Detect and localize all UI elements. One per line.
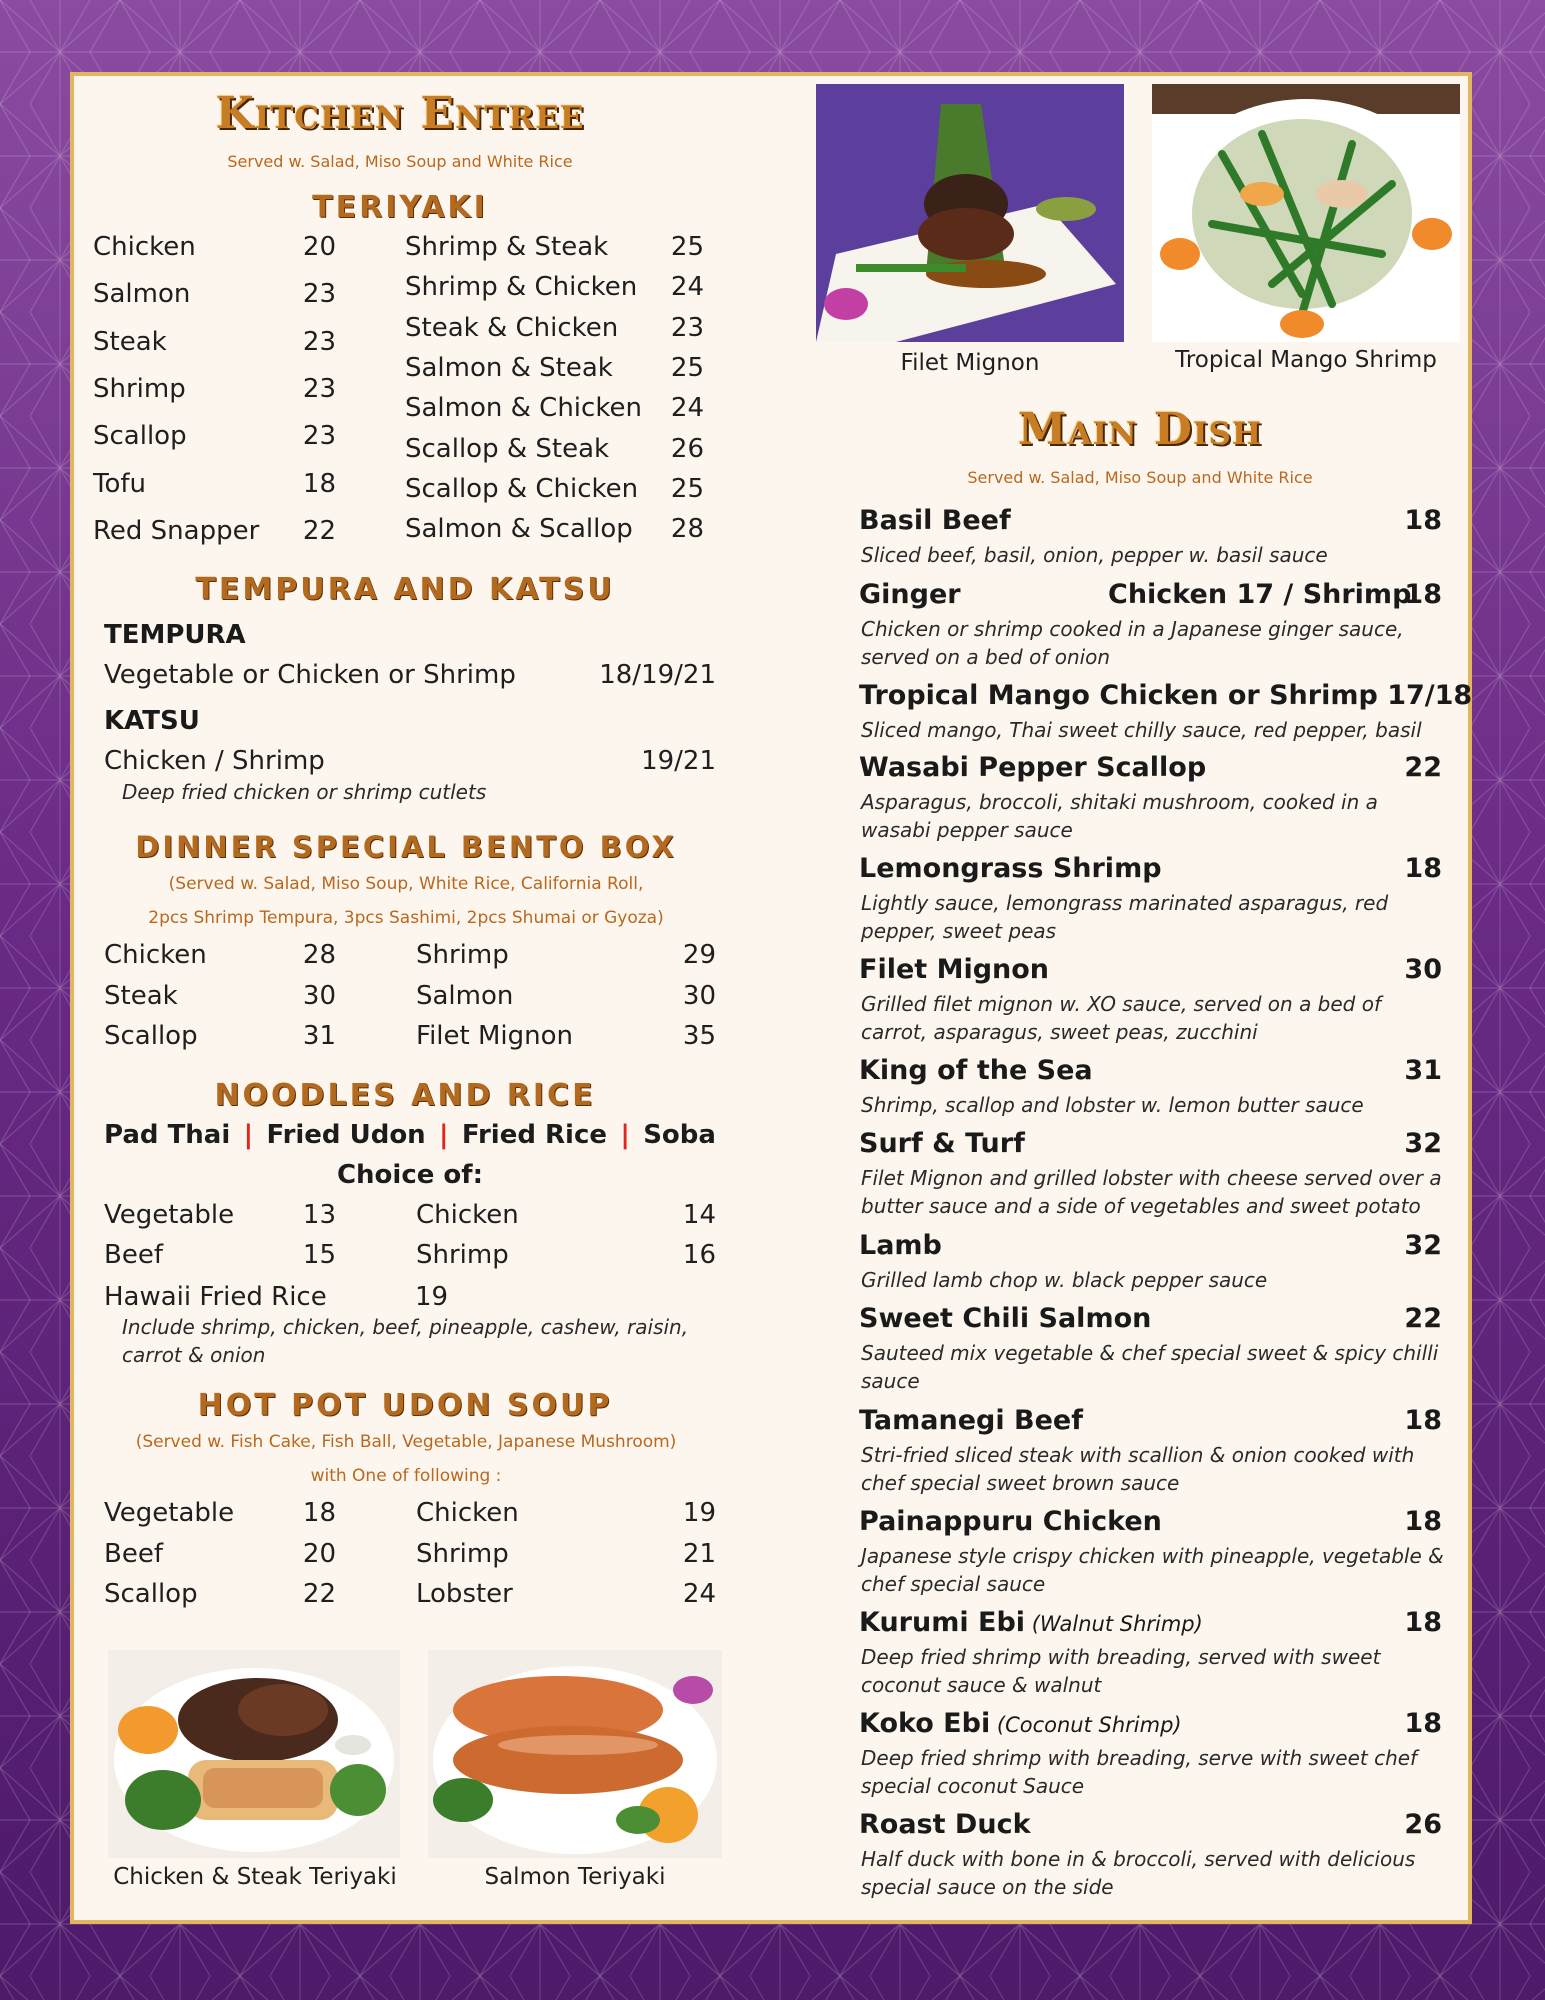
tempura-item: Vegetable or Chicken or Shrimp	[104, 660, 516, 690]
teriyaki-left-item-price: 22	[302, 515, 336, 546]
main-dish-subtitle: Served w. Salad, Miso Soup and White Rice	[967, 468, 1313, 487]
teriyaki-right-item-name: Shrimp & Chicken	[405, 272, 638, 303]
hotpot-right-item-price: 21	[682, 1538, 716, 1569]
main-dish-title: Main Dish	[1017, 404, 1263, 455]
tropical-mango-shrimp-caption: Tropical Mango Shrimp	[1175, 347, 1437, 373]
dish-description: Stri-fried sliced steak with scallion & onion cooked with chef special sweet brown sauce	[861, 1443, 1415, 1495]
dish-subname: (Coconut Shrimp)	[990, 1713, 1182, 1737]
salmon-teriyaki-photo	[428, 1650, 722, 1858]
dish-price: 32	[1404, 1128, 1442, 1159]
noodles-right-item-name: Shrimp	[416, 1240, 509, 1270]
teriyaki-right-item-name: Scallop & Steak	[405, 433, 610, 464]
dish-name: Tamanegi Beef	[859, 1405, 1083, 1436]
bento-note-2: 2pcs Shrimp Tempura, 3pcs Sashimi, 2pcs Shumai or Gyoza)	[148, 908, 664, 928]
dish-description: Deep fried shrimp with breading, served with sweet coconut sauce & walnut	[861, 1645, 1381, 1697]
dish-price: 30	[1404, 954, 1442, 985]
teriyaki-left-item-name: Steak	[93, 326, 167, 357]
dish-price: 22	[1404, 1303, 1442, 1334]
dish-price: 18	[1404, 1708, 1442, 1739]
dish-name: Painappuru Chicken	[859, 1506, 1162, 1537]
bento-right-item-price: 35	[682, 1021, 716, 1051]
teriyaki-right-item-price: 25	[670, 232, 704, 262]
dish-name: Kurumi Ebi (Walnut Shrimp)	[859, 1607, 1203, 1638]
dish-price: 32	[1404, 1230, 1442, 1261]
tempura-katsu-heading: TEMPURA AND KATSU	[195, 572, 615, 607]
teriyaki-left-item-name: Shrimp	[93, 373, 186, 404]
bento-left-item-price: 28	[302, 940, 336, 970]
teriyaki-left-item-price: 23	[302, 373, 336, 404]
hotpot-heading: HOT POT UDON SOUP	[197, 1388, 613, 1423]
hotpot-left-item-price: 22	[302, 1579, 336, 1609]
dish-price: 18	[1404, 1506, 1442, 1537]
dish-price: 18	[1404, 853, 1442, 884]
noodles-left-item-price: 15	[302, 1240, 336, 1270]
dish-name: Lemongrass Shrimp	[859, 853, 1162, 884]
teriyaki-left-item-price: 23	[302, 279, 336, 310]
teriyaki-left-item-name: Chicken	[93, 232, 196, 262]
dish-description: Grilled filet mignon w. XO sauce, served on a bed of carrot, asparagus, sweet peas, zucchini	[861, 992, 1382, 1044]
hotpot-right-item-name: Lobster	[416, 1579, 513, 1609]
dish-variant-prices: Chicken 17 / Shrimp	[1108, 579, 1412, 610]
hawaii-fried-rice-price: 19	[415, 1282, 449, 1312]
noodles-left-item-name: Vegetable	[104, 1200, 235, 1230]
dish-name: King of the Sea	[859, 1055, 1093, 1086]
katsu-label: KATSU	[104, 706, 200, 736]
noodle-option-soba: Soba	[643, 1120, 716, 1150]
dish-name: Basil Beef	[859, 505, 1011, 536]
separator-3: |	[620, 1120, 630, 1150]
teriyaki-right-item-name: Steak & Chicken	[405, 312, 619, 343]
noodles-left-item-name: Beef	[104, 1240, 163, 1270]
noodles-right-item-name: Chicken	[416, 1200, 519, 1230]
teriyaki-left-item-name: Red Snapper	[93, 515, 260, 546]
teriyaki-right-item-name: Shrimp & Steak	[405, 232, 609, 262]
teriyaki-left-item-name: Scallop	[93, 421, 187, 452]
dish-price: 26	[1404, 1809, 1442, 1840]
dish-description: Lightly sauce, lemongrass marinated asparagus, red pepper, sweet peas	[861, 891, 1389, 943]
teriyaki-right-item-price: 23	[670, 312, 704, 343]
teriyaki-right-item-price: 24	[670, 393, 704, 424]
bento-left-item-name: Steak	[104, 980, 178, 1011]
bento-left-item-name: Scallop	[104, 1021, 198, 1051]
hotpot-note-2: with One of following :	[310, 1466, 502, 1486]
noodle-option-pad-thai: Pad Thai	[104, 1120, 231, 1150]
dish-description: Sliced mango, Thai sweet chilly sauce, red pepper, basil	[861, 718, 1422, 742]
dish-price: 18	[1404, 1607, 1442, 1638]
salmon-teriyaki-caption: Salmon Teriyaki	[484, 1864, 666, 1890]
hotpot-left-item-name: Beef	[104, 1538, 163, 1569]
dish-description: Shrimp, scallop and lobster w. lemon butter sauce	[861, 1093, 1364, 1117]
bento-right-item-price: 29	[682, 940, 716, 970]
dish-description: Sliced beef, basil, onion, pepper w. basil sauce	[861, 543, 1328, 567]
separator-2: |	[439, 1120, 449, 1150]
dish-price: 18	[1404, 1405, 1442, 1436]
tempura-price: 18/19/21	[599, 660, 716, 690]
hotpot-left-item-name: Vegetable	[104, 1498, 235, 1528]
dish-description: Grilled lamb chop w. black pepper sauce	[861, 1268, 1268, 1292]
dish-description: Filet Mignon and grilled lobster with cheese served over a butter sauce and a side of vegetables and sweet potato	[861, 1166, 1442, 1218]
noodles-right-item-price: 16	[682, 1240, 716, 1270]
hawaii-fried-rice-name: Hawaii Fried Rice	[104, 1282, 327, 1312]
teriyaki-right-item-price: 28	[670, 514, 704, 545]
chicken-steak-teriyaki-photo	[108, 1650, 400, 1858]
teriyaki-left-item-price: 18	[302, 468, 336, 499]
bento-heading: DINNER SPECIAL BENTO BOX	[135, 830, 677, 864]
kitchen-entree-title: Kitchen Entree	[215, 88, 585, 139]
noodles-choice-label: Choice of:	[336, 1160, 484, 1190]
teriyaki-right-item-name: Scallop & Chicken	[405, 473, 639, 504]
hotpot-left-item-price: 20	[302, 1538, 336, 1569]
katsu-price: 19/21	[641, 746, 716, 776]
bento-left-item-price: 31	[302, 1021, 336, 1051]
dish-name: Wasabi Pepper Scallop	[859, 752, 1207, 783]
hotpot-right-item-price: 19	[682, 1498, 716, 1528]
dish-description: Deep fried shrimp with breading, serve with sweet chef special coconut Sauce	[861, 1746, 1418, 1798]
tropical-mango-shrimp-photo	[1152, 84, 1460, 342]
dish-description: Chicken or shrimp cooked in a Japanese ginger sauce, served on a bed of onion	[861, 617, 1404, 669]
dish-name: Lamb	[859, 1230, 942, 1261]
dish-name: Ginger	[859, 579, 961, 610]
dish-price: 22	[1404, 752, 1442, 783]
dish-name: Surf & Turf	[859, 1128, 1025, 1159]
separator-1: |	[243, 1120, 254, 1150]
katsu-item: Chicken / Shrimp	[104, 746, 325, 776]
hotpot-right-item-name: Chicken	[416, 1498, 519, 1528]
noodle-option-fried-udon: Fried Udon	[266, 1120, 426, 1150]
dish-name: Sweet Chili Salmon	[859, 1303, 1152, 1334]
hawaii-note-1: Include shrimp, chicken, beef, pineapple, cashew, raisin,	[122, 1315, 689, 1339]
teriyaki-heading: TERIYAKI	[312, 190, 488, 225]
dish-name: Tropical Mango Chicken or Shrimp 17/18	[859, 680, 1473, 711]
dish-description: Half duck with bone in & broccoli, served with delicious special sauce on the side	[861, 1847, 1416, 1899]
hotpot-right-item-name: Shrimp	[416, 1538, 509, 1569]
bento-left-item-price: 30	[302, 980, 336, 1011]
teriyaki-right-item-price: 26	[670, 433, 704, 464]
filet-mignon-photo	[816, 84, 1124, 342]
teriyaki-left-item-price: 20	[302, 232, 336, 262]
katsu-note: Deep fried chicken or shrimp cutlets	[122, 780, 487, 804]
noodle-option-fried-rice: Fried Rice	[461, 1120, 607, 1150]
hotpot-left-item-price: 18	[302, 1498, 336, 1528]
dish-price: 31	[1404, 1055, 1442, 1086]
tempura-label: TEMPURA	[104, 620, 246, 650]
noodles-left-item-price: 13	[302, 1200, 336, 1230]
hotpot-note-1: (Served w. Fish Cake, Fish Ball, Vegetable, Japanese Mushroom)	[135, 1432, 677, 1452]
teriyaki-right-item-name: Salmon & Scallop	[405, 514, 633, 545]
noodles-heading: NOODLES AND RICE	[214, 1078, 596, 1113]
teriyaki-right-item-price: 25	[670, 473, 704, 504]
teriyaki-left-item-name: Tofu	[93, 468, 147, 499]
hotpot-left-item-name: Scallop	[104, 1579, 198, 1609]
bento-right-item-name: Filet Mignon	[416, 1021, 573, 1051]
teriyaki-left-item-price: 23	[302, 421, 336, 452]
noodles-right-item-price: 14	[682, 1200, 716, 1230]
hotpot-right-item-price: 24	[682, 1579, 716, 1609]
dish-name: Filet Mignon	[859, 954, 1050, 985]
dish-price: 18	[1404, 579, 1442, 610]
bento-right-item-price: 30	[682, 980, 716, 1011]
bento-left-item-name: Chicken	[104, 940, 207, 970]
dish-price: 18	[1404, 505, 1442, 536]
teriyaki-right-item-price: 24	[670, 272, 704, 303]
bento-right-item-name: Shrimp	[416, 940, 509, 970]
teriyaki-left-item-price: 23	[302, 326, 336, 357]
dish-description: Japanese style crispy chicken with pineapple, vegetable & chef special sauce	[861, 1544, 1444, 1596]
dish-name: Roast Duck	[859, 1809, 1031, 1840]
kitchen-entree-subtitle: Served w. Salad, Miso Soup and White Rice	[227, 152, 573, 171]
filet-mignon-caption: Filet Mignon	[900, 350, 1040, 376]
dish-subname: (Walnut Shrimp)	[1025, 1612, 1203, 1636]
bento-note-1: (Served w. Salad, Miso Soup, White Rice, California Roll,	[168, 874, 644, 894]
teriyaki-left-item-name: Salmon	[93, 279, 191, 310]
dish-description: Asparagus, broccoli, shitaki mushroom, cooked in a wasabi pepper sauce	[861, 790, 1378, 842]
noodle-options	[104, 1120, 716, 1150]
chicken-steak-teriyaki-caption: Chicken & Steak Teriyaki	[113, 1864, 397, 1890]
dish-description: Sauteed mix vegetable & chef special sweet & spicy chilli sauce	[861, 1341, 1439, 1393]
teriyaki-right-item-name: Salmon & Chicken	[405, 393, 642, 424]
bento-right-item-name: Salmon	[416, 980, 514, 1011]
teriyaki-right-item-price: 25	[670, 352, 704, 383]
hawaii-note-2: carrot & onion	[122, 1343, 266, 1367]
dish-name: Koko Ebi (Coconut Shrimp)	[859, 1708, 1182, 1739]
teriyaki-right-item-name: Salmon & Steak	[405, 352, 613, 383]
